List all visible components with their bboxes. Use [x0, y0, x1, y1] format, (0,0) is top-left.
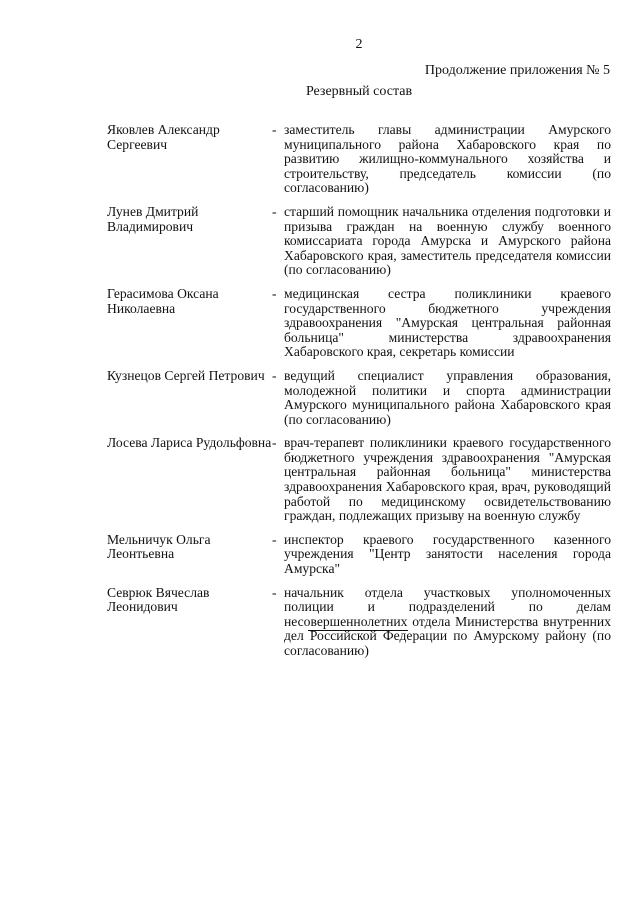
section-title: Резервный состав — [305, 84, 413, 99]
member-role: инспектор краевого государственного казенного учреждения "Центр занятости населения города Амурска" — [284, 531, 611, 577]
roster-entry — [107, 586, 611, 659]
member-role: заместитель главы администрации Амурского муниципального района Хабаровского края по развитию жилищно-коммунального хозяйства и строительству, председатель комиссии (по согласованию) — [284, 122, 611, 196]
member-name: Герасимова Оксана Николаевна — [107, 285, 219, 316]
closing-rule — [308, 630, 408, 631]
member-role: медицинская сестра поликлиники краевого государственного бюджетного учреждения здравоохранения "Амурская центральная районная больница" министерства здравоохранения Хабаровского края, секретарь комиссии — [284, 285, 611, 360]
member-name: Лосева Лариса Рудольфовна — [107, 435, 272, 451]
entry-dash: - — [272, 367, 277, 383]
page-number: 2 — [355, 37, 363, 52]
member-name: Севрюк Вячеслав Леонидович — [107, 584, 210, 615]
member-name: Яковлев Александр Сергеевич — [107, 122, 220, 152]
member-name: Мельничук Ольга Леонтьевна — [107, 531, 211, 562]
member-role: врач-терапевт поликлиники краевого государственного бюджетного учреждения здравоохранения "Амурская центральная районная больница" министерства здравоохранения Хабаровского края, врач, руководящий работой по медицинскому освидетельствованию граждан, подлежащих призыву на военную службу — [284, 435, 611, 524]
member-name: Лунев Дмитрий Владимирович — [107, 203, 199, 234]
member-role: старший помощник начальника отделения подготовки и призыва граждан на военную службу военного комиссариата города Амурска и Амурского района Хабаровского края, заместитель председателя комиссии (по согласованию) — [284, 203, 611, 278]
roster-entry — [107, 436, 611, 524]
member-name: Кузнецов Сергей Петрович — [107, 367, 265, 383]
entry-dash: - — [272, 435, 277, 451]
roster-entry — [107, 205, 611, 278]
entry-dash: - — [272, 285, 277, 301]
entry-dash: - — [272, 584, 277, 600]
member-role: начальник отдела участковых уполномоченных полиции и подразделений по делам несовершеннолетних отдела Министерства внутренних дел Российской Федерации по Амурскому району (по согласованию) — [284, 584, 611, 658]
member-role: ведущий специалист управления образования, молодежной политики и спорта администрации Амурского муниципального района Хабаровского края (по согласованию) — [284, 367, 611, 427]
entry-dash: - — [272, 531, 277, 547]
roster-entry — [107, 123, 611, 196]
roster-entry — [107, 287, 611, 360]
appendix-continuation-label: Продолжение приложения № 5 — [424, 63, 610, 78]
roster-entry — [107, 369, 611, 427]
entry-dash: - — [272, 122, 277, 137]
entry-dash: - — [272, 203, 277, 219]
roster-entry — [107, 533, 611, 577]
reserve-roster — [107, 123, 611, 668]
